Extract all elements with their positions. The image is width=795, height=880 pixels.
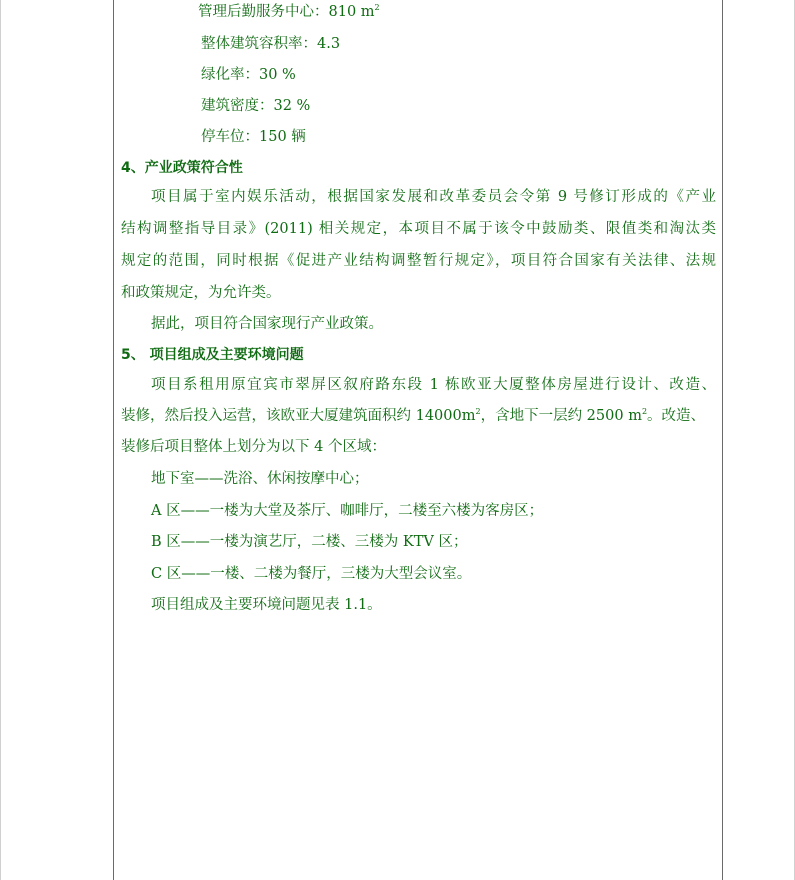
zone-c: C 区——一楼、二楼为餐厅，三楼为大型会议室。 — [151, 566, 472, 582]
stat-label: 停车位： — [201, 129, 259, 145]
intro-text: 装修，然后投入运营，该欧亚大厦建筑面积约 14000m — [121, 408, 476, 424]
section4-para1-line: 项目属于室内娱乐活动，根据国家发展和改革委员会令第 9 号修订形成的《产业 — [151, 189, 716, 205]
section5-intro-line: 项目系租用原宜宾市翠屏区叙府路东段 1 栋欧亚大厦整体房屋进行设计、改造、 — [151, 377, 716, 393]
intro-text: ，含地下一层约 2500 m — [480, 408, 642, 424]
stat-value: 810 m — [328, 4, 375, 20]
stat-building-density — [201, 96, 310, 116]
zone-a: A 区——一楼为大堂及茶厅、咖啡厅，二楼至六楼为客房区； — [151, 503, 544, 519]
stat-value: 32 % — [273, 98, 311, 114]
unit-sup: 2 — [641, 407, 648, 416]
stat-unit-sup: 2 — [374, 3, 380, 12]
stat-value: 150 辆 — [259, 129, 306, 145]
section4-heading: 4、产业政策符合性 — [121, 160, 243, 176]
section4-para1-line: 和政策规定，为允许类。 — [121, 285, 281, 301]
stat-label: 建筑密度： — [201, 98, 274, 114]
stat-plot-ratio — [201, 34, 340, 54]
section5-intro-line: 装修后项目整体上划分为以下 4 个区域： — [121, 439, 386, 455]
section5-heading: 5、 项目组成及主要环境问题 — [121, 347, 304, 363]
section5-intro-line — [121, 406, 705, 426]
intro-text: 。改造、 — [647, 408, 706, 424]
section4-para1-line: 规定的范围，同时根据《促进产业结构调整暂行规定》，项目符合国家有关法律、法规 — [121, 253, 716, 269]
stat-green-ratio — [201, 65, 296, 85]
stat-value: 4.3 — [317, 36, 341, 52]
stat-parking — [201, 127, 306, 147]
zone-b: B 区——一楼为演艺厅，二楼、三楼为 KTV 区； — [151, 534, 468, 550]
stat-label: 绿化率： — [201, 67, 259, 83]
section5-closing: 项目组成及主要环境问题见表 1.1。 — [151, 597, 382, 613]
stat-label: 管理后勤服务中心： — [198, 4, 329, 20]
stat-label: 整体建筑容积率： — [201, 36, 317, 52]
section4-para1-line: 结构调整指导目录》(2011) 相关规定，本项目不属于该令中鼓励类、限值类和淘汰类 — [121, 221, 716, 237]
zone-basement: 地下室——洗浴、休闲按摩中心； — [151, 471, 369, 487]
stat-service-center — [198, 2, 380, 22]
unit-sup: 2 — [475, 407, 481, 416]
stat-value: 30 % — [259, 67, 296, 83]
section4-para2: 据此，项目符合国家现行产业政策。 — [151, 316, 383, 332]
